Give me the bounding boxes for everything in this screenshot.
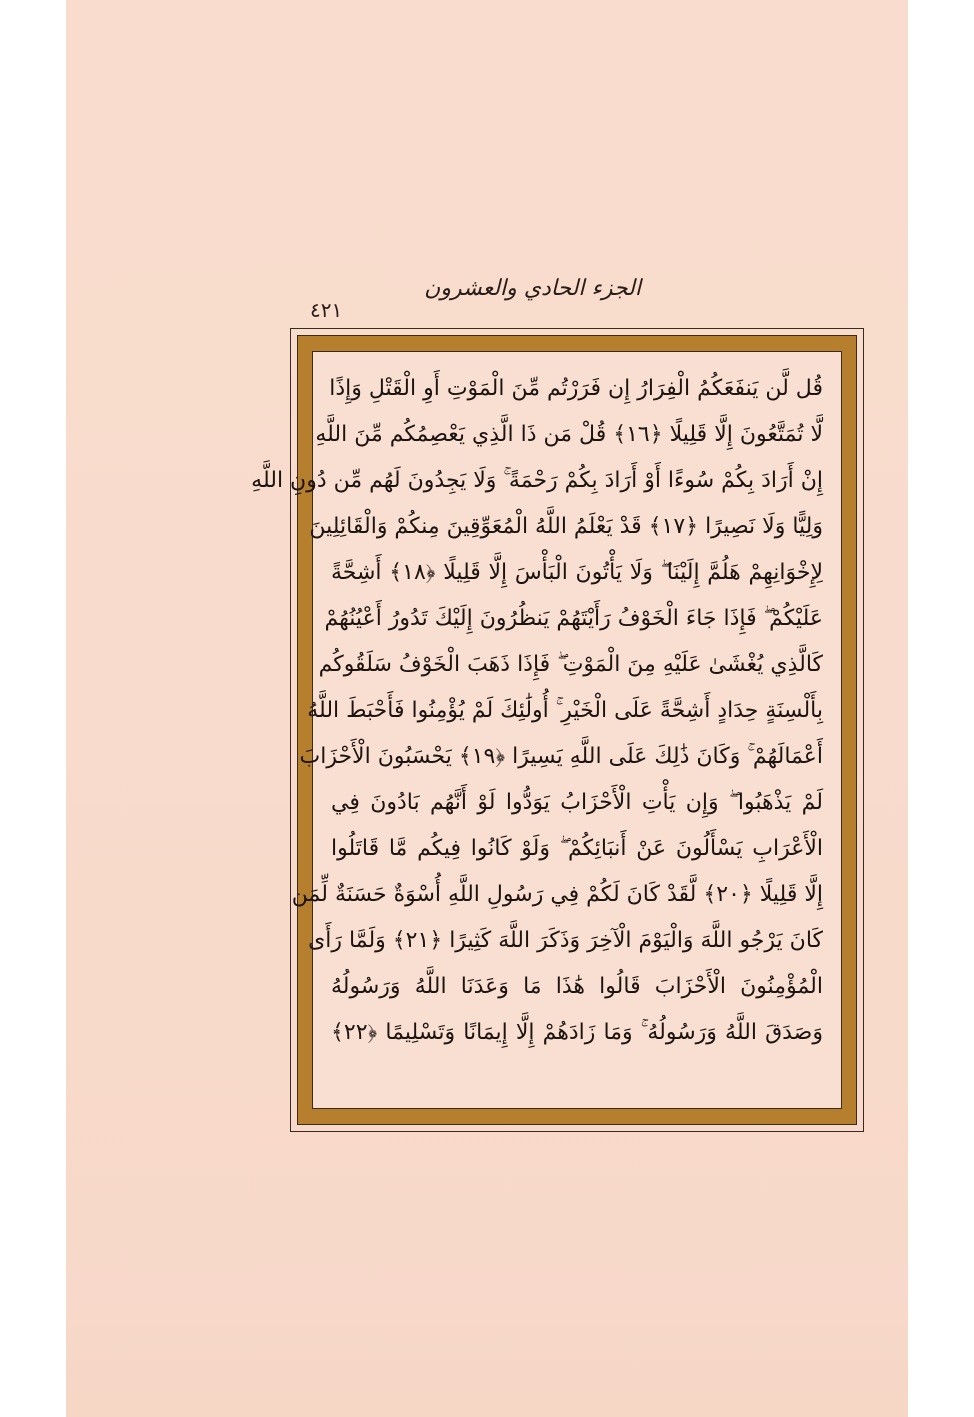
page-number: ٤٢١ [310, 298, 343, 322]
frame-inner-panel [251, 351, 842, 1109]
text-line: بِأَلْسِنَةٍ حِدَادٍ أَشِحَّةً عَلَى الْخَيْرِ ۚ أُولَٰئِكَ لَمْ يُؤْمِنُوا فَأَحْبَطَ اللَّهُ [307, 698, 823, 723]
text-line: إِلَّا قَلِيلًا ﴿٢٠﴾ لَّقَدْ كَانَ لَكُمْ فِي رَسُولِ اللَّهِ أُسْوَةٌ حَسَنَةٌ لِّمَن [291, 882, 823, 907]
text-line: وَصَدَقَ اللَّهُ وَرَسُولُهُ ۚ وَمَا زَادَهُمْ إِلَّا إِيمَانًا وَتَسْلِيمًا ﴿٢٢﴾ [331, 1020, 823, 1045]
text-line: لَمْ يَذْهَبُوا ۖ وَإِن يَأْتِ الْأَحْزَابُ يَوَدُّوا لَوْ أَنَّهُم بَادُونَ فِي [331, 790, 823, 815]
text-line: كَالَّذِي يُغْشَىٰ عَلَيْهِ مِنَ الْمَوْتِ ۖ فَإِذَا ذَهَبَ الْخَوْفُ سَلَقُوكُم [318, 652, 823, 677]
text-line: لَّا تُمَتَّعُونَ إِلَّا قَلِيلًا ﴿١٦﴾ قُلْ مَن ذَا الَّذِي يَعْصِمُكُم مِّنَ اللَّهِ [315, 422, 823, 447]
page-header [66, 268, 908, 328]
text-frame [251, 328, 864, 1132]
frame-gold-border [251, 335, 857, 1125]
text-line: لِإِخْوَانِهِمْ هَلُمَّ إِلَيْنَا ۖ وَلَا يَأْتُونَ الْبَأْسَ إِلَّا قَلِيلًا ﴿١٨﴾ أَشِحَّةً [331, 560, 824, 585]
text-line: أَعْمَالَهُمْ ۚ وَكَانَ ذَٰلِكَ عَلَى اللَّهِ يَسِيرًا ﴿١٩﴾ يَحْسَبُونَ الْأَحْزَابَ [299, 744, 823, 769]
juz-title: الجزء الحادي والعشرون [424, 276, 641, 301]
quran-text-block [251, 366, 824, 1098]
manuscript-page [66, 0, 908, 1417]
text-line: الْمُؤْمِنُونَ الْأَحْزَابَ قَالُوا هَٰذَا مَا وَعَدَنَا اللَّهُ وَرَسُولُهُ [331, 974, 823, 999]
page-bottom-shading [66, 1297, 908, 1417]
text-line: قُل لَّن يَنفَعَكُمُ الْفِرَارُ إِن فَرَرْتُم مِّنَ الْمَوْتِ أَوِ الْقَتْلِ وَإِذًا [329, 376, 823, 401]
text-line: عَلَيْكُمْ ۖ فَإِذَا جَاءَ الْخَوْفُ رَأَيْتَهُمْ يَنظُرُونَ إِلَيْكَ تَدُورُ أَعْيُنُهُمْ [324, 606, 823, 631]
text-line: الْأَعْرَابِ يَسْأَلُونَ عَنْ أَنبَائِكُمْ ۖ وَلَوْ كَانُوا فِيكُم مَّا قَاتَلُوا [331, 836, 823, 861]
text-line: كَانَ يَرْجُو اللَّهَ وَالْيَوْمَ الْآخِرَ وَذَكَرَ اللَّهَ كَثِيرًا ﴿٢١﴾ وَلَمَّا رَأَى [308, 928, 823, 953]
text-line: وَلِيًّا وَلَا نَصِيرًا ﴿١٧﴾ قَدْ يَعْلَمُ اللَّهُ الْمُعَوِّقِينَ مِنكُمْ وَالْقَائِلِينَ [309, 514, 823, 539]
text-line: إِنْ أَرَادَ بِكُمْ سُوءًا أَوْ أَرَادَ بِكُمْ رَحْمَةً ۚ وَلَا يَجِدُونَ لَهُم مِّن دُونِ اللَّهِ [251, 468, 823, 493]
